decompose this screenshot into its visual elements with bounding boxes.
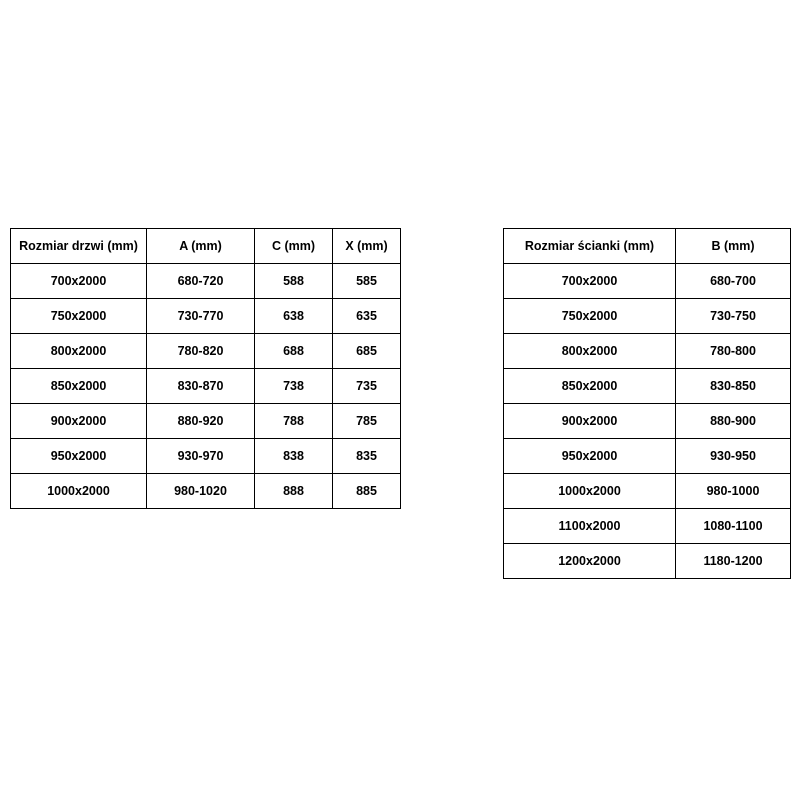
cell-b: 930-950	[676, 439, 791, 474]
cell-wall-size: 1000x2000	[504, 474, 676, 509]
table-header-row	[504, 229, 791, 264]
wall-panel-dimensions-table	[503, 228, 791, 579]
table-row	[504, 509, 791, 544]
table-header-row	[11, 229, 401, 264]
cell-c: 888	[255, 474, 333, 509]
column-header-b: B (mm)	[676, 229, 791, 264]
cell-b: 880-900	[676, 404, 791, 439]
cell-wall-size: 950x2000	[504, 439, 676, 474]
cell-c: 738	[255, 369, 333, 404]
table-row	[504, 299, 791, 334]
cell-b: 980-1000	[676, 474, 791, 509]
cell-door-size: 900x2000	[11, 404, 147, 439]
column-header-door-size: Rozmiar drzwi (mm)	[11, 229, 147, 264]
table-row	[504, 544, 791, 579]
column-header-x: X (mm)	[333, 229, 401, 264]
cell-b: 1080-1100	[676, 509, 791, 544]
table-row	[11, 404, 401, 439]
cell-c: 788	[255, 404, 333, 439]
cell-c: 688	[255, 334, 333, 369]
cell-x: 635	[333, 299, 401, 334]
cell-a: 880-920	[147, 404, 255, 439]
cell-door-size: 850x2000	[11, 369, 147, 404]
column-header-a: A (mm)	[147, 229, 255, 264]
cell-x: 735	[333, 369, 401, 404]
cell-x: 585	[333, 264, 401, 299]
cell-a: 830-870	[147, 369, 255, 404]
table-row	[11, 334, 401, 369]
table-row	[11, 299, 401, 334]
table-row	[11, 264, 401, 299]
cell-c: 638	[255, 299, 333, 334]
cell-wall-size: 1100x2000	[504, 509, 676, 544]
cell-a: 780-820	[147, 334, 255, 369]
cell-a: 680-720	[147, 264, 255, 299]
table-row	[11, 369, 401, 404]
cell-a: 930-970	[147, 439, 255, 474]
table-row	[504, 474, 791, 509]
cell-c: 588	[255, 264, 333, 299]
table-row	[504, 264, 791, 299]
table-row	[504, 439, 791, 474]
cell-door-size: 700x2000	[11, 264, 147, 299]
cell-wall-size: 850x2000	[504, 369, 676, 404]
cell-door-size: 750x2000	[11, 299, 147, 334]
cell-door-size: 800x2000	[11, 334, 147, 369]
table-row	[504, 369, 791, 404]
cell-x: 885	[333, 474, 401, 509]
cell-wall-size: 900x2000	[504, 404, 676, 439]
table-row	[11, 474, 401, 509]
cell-wall-size: 700x2000	[504, 264, 676, 299]
cell-c: 838	[255, 439, 333, 474]
cell-b: 780-800	[676, 334, 791, 369]
cell-a: 980-1020	[147, 474, 255, 509]
cell-x: 785	[333, 404, 401, 439]
cell-b: 830-850	[676, 369, 791, 404]
table-row	[11, 439, 401, 474]
doors-dimensions-table	[10, 228, 401, 509]
cell-a: 730-770	[147, 299, 255, 334]
table-row	[504, 334, 791, 369]
cell-b: 730-750	[676, 299, 791, 334]
cell-wall-size: 1200x2000	[504, 544, 676, 579]
cell-door-size: 950x2000	[11, 439, 147, 474]
column-header-c: C (mm)	[255, 229, 333, 264]
cell-door-size: 1000x2000	[11, 474, 147, 509]
table-row	[504, 404, 791, 439]
cell-wall-size: 750x2000	[504, 299, 676, 334]
cell-b: 1180-1200	[676, 544, 791, 579]
cell-b: 680-700	[676, 264, 791, 299]
column-header-wall-size: Rozmiar ścianki (mm)	[504, 229, 676, 264]
cell-x: 835	[333, 439, 401, 474]
cell-wall-size: 800x2000	[504, 334, 676, 369]
cell-x: 685	[333, 334, 401, 369]
